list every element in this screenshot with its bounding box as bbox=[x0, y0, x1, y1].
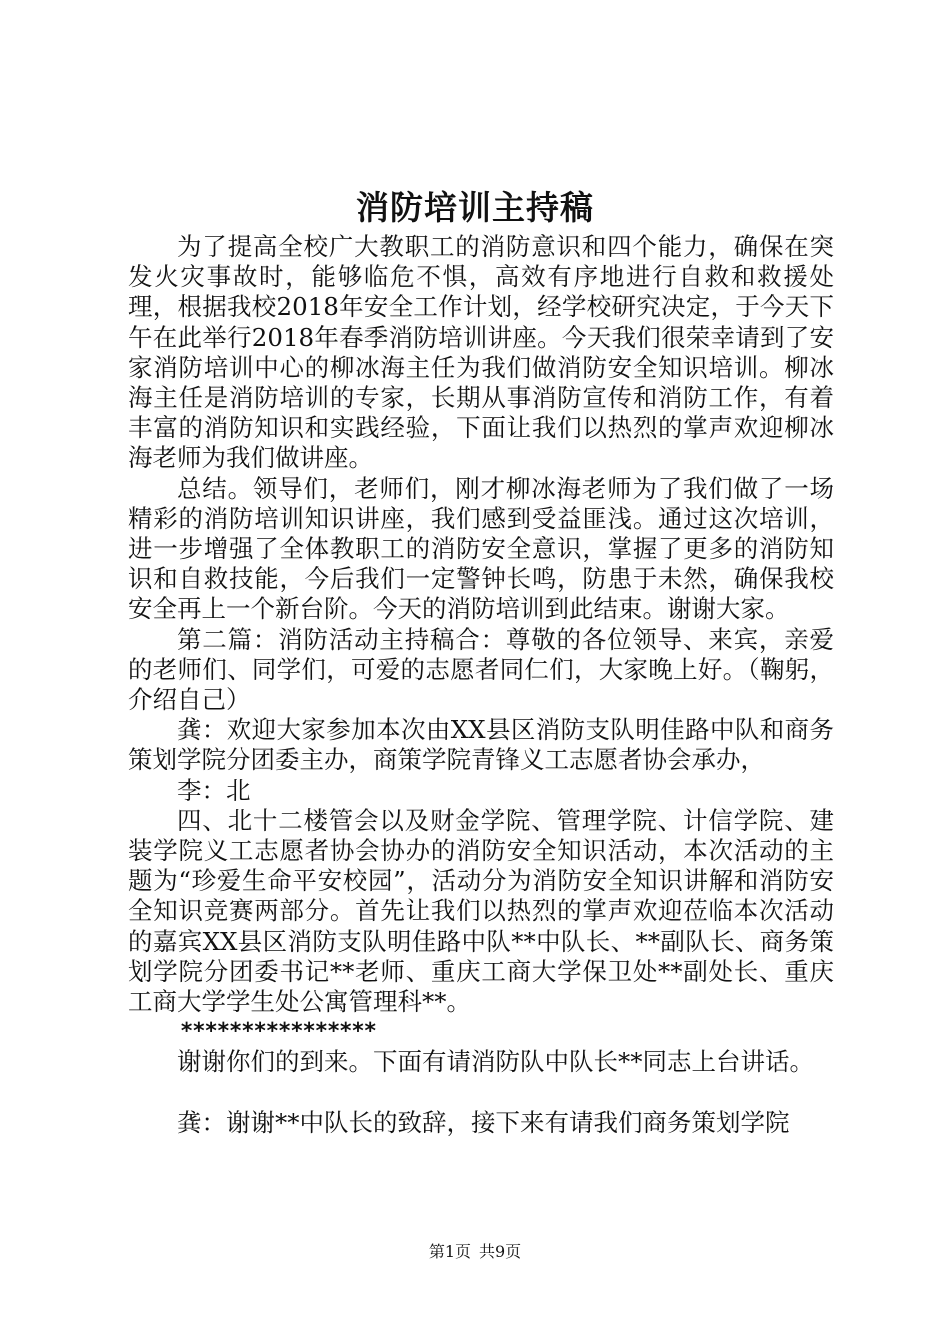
paragraph-last: 龚：谢谢**中队长的致辞，接下来有请我们商务策划学院 bbox=[177, 1107, 790, 1137]
document-title: 消防培训主持稿 bbox=[356, 188, 594, 227]
document-body bbox=[128, 232, 834, 1138]
paragraph-organizers: 四、北十二楼管会以及财金学院、管理学院、计信学院、建装学院义工志愿者协会协办的消防安全知识活动，本次活动的主题为“珍爱生命平安校园”，活动分为消防安全知识讲解和消防安全知识竞赛两部分。首先让我们以热烈的掌声欢迎莅临本次活动的嘉宾XX县区消防支队明佳路中队**中队长、**副队长、商务策划学院分团委书记**老师、重庆工商大学保卫处**副处长、重庆工商大学学生处公寓管理科**。 bbox=[128, 805, 834, 1017]
paragraph-thanks: 谢谢你们的到来。下面有请消防队中队长**同志上台讲话。 bbox=[177, 1047, 814, 1077]
paragraph-intro: 为了提高全校广大教职工的消防意识和四个能力，确保在突发火灾事故时，能够临危不惧，高效有序地进行自救和救援处理，根据我校2018年安全工作计划，经学校研究决定，于今天下午在此举行2018年春季消防培训讲座。今天我们很荣幸请到了安家消防培训中心的柳冰海主任为我们做消防安全知识培训。柳冰海主任是消防培训的专家，长期从事消防宣传和消防工作，有着丰富的消防知识和实践经验，下面让我们以热烈的掌声欢迎柳冰海老师为我们做讲座。 bbox=[128, 232, 834, 473]
paragraph-gong-welcome: 龚：欢迎大家参加本次由XX县区消防支队明佳路中队和商务策划学院分团委主办，商策学院青锋义工志愿者协会承办， bbox=[128, 715, 834, 775]
paragraph-part-two: 第二篇：消防活动主持稿合：尊敬的各位领导、来宾，亲爱的老师们、同学们，可爱的志愿者同仁们，大家晚上好。（鞠躬，介绍自己） bbox=[128, 624, 834, 715]
paragraph-summary: 总结。领导们，老师们，刚才柳冰海老师为了我们做了一场精彩的消防培训知识讲座，我们感到受益匪浅。通过这次培训，进一步增强了全体教职工的消防安全意识，掌握了更多的消防知识和自救技能，今后我们一定警钟长鸣，防患于未然，确保我校安全再上一个新台阶。今天的消防培训到此结束。谢谢大家。 bbox=[128, 473, 834, 624]
page-total: 共9页 bbox=[479, 1242, 522, 1261]
paragraph-li: 李：北 bbox=[177, 775, 251, 805]
separator-stars: **************** bbox=[180, 1019, 376, 1045]
page-footer bbox=[0, 1240, 950, 1264]
page-number: 第1页 bbox=[428, 1242, 471, 1261]
